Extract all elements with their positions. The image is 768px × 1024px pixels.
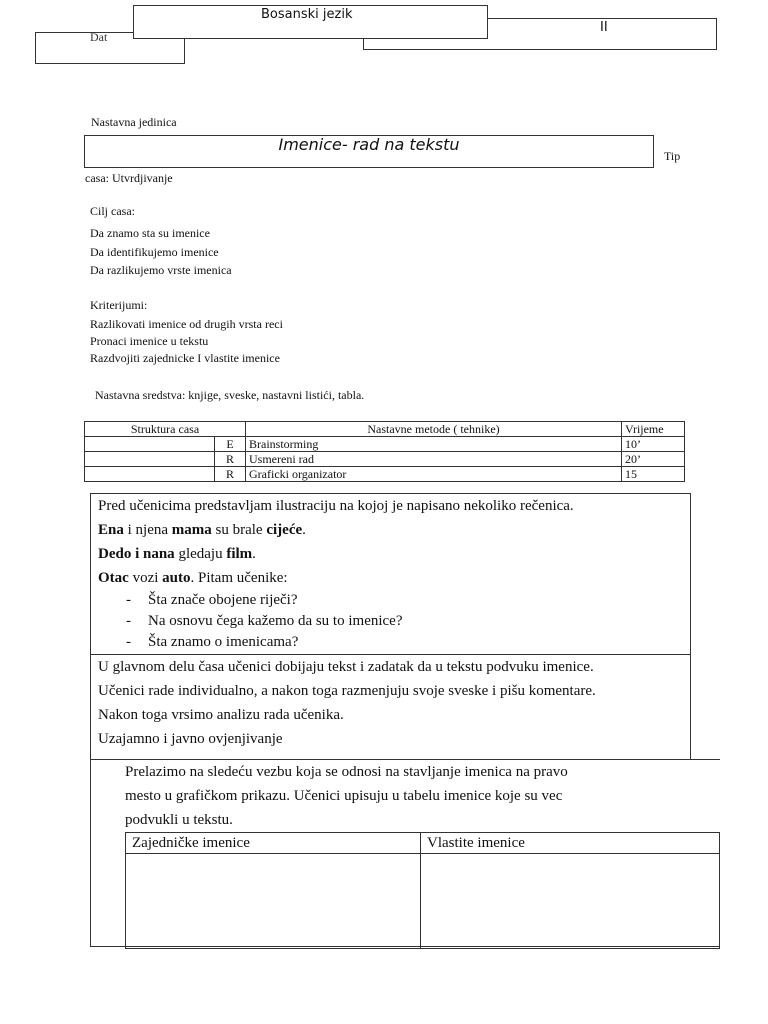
phase-cell: R <box>215 452 246 467</box>
header-structure: Struktura casa <box>85 422 246 437</box>
criteria-item: Pronaci imenice u tekstu <box>90 334 209 348</box>
time-cell: 15 <box>622 467 685 482</box>
method-cell: Brainstorming <box>246 437 622 452</box>
time-cell: 10’ <box>622 437 685 452</box>
criteria-item: Razdvojiti zajednicke I vlastite imenice <box>90 351 280 365</box>
common-nouns-cell[interactable] <box>126 854 421 949</box>
proper-nouns-header: Vlastite imenice <box>421 833 720 854</box>
subject-box <box>133 5 488 39</box>
main-line: Nakon toga vrsimo analizu rada učenika. <box>98 707 344 723</box>
method-cell: Usmereni rad <box>246 452 622 467</box>
question-list <box>98 590 690 653</box>
type-label: Tip <box>664 149 681 163</box>
type-value: casa: Utvrdjivanje <box>85 171 173 185</box>
common-nouns-header: Zajedničke imenice <box>126 833 421 854</box>
criteria-label: Kriterijumi: <box>90 298 148 312</box>
phase-cell: E <box>215 437 246 452</box>
structure-table <box>84 421 685 482</box>
goal-item: Da razlikujemo vrste imenica <box>90 263 232 277</box>
header-time: Vrijeme <box>622 422 685 437</box>
question-item: - Šta znamo o imenicama? <box>126 632 690 653</box>
sentence-1: Ena i njena mama su brale cijeće. <box>98 522 306 538</box>
lesson-title: Imenice- rad na tekstu <box>278 135 460 154</box>
table-header-row <box>85 422 685 437</box>
nouns-input-row <box>126 854 720 949</box>
goal-item: Da identifikujemo imenice <box>90 245 219 259</box>
sentence-2: Dedo i nana gledaju film. <box>98 546 256 562</box>
nouns-header-row <box>126 833 720 854</box>
goals-label: Cilj casa: <box>90 204 135 218</box>
method-cell: Graficki organizator <box>246 467 622 482</box>
exercise-line: podvukli u tekstu. <box>125 812 233 828</box>
question-item: - Šta znače obojene riječi? <box>126 590 690 611</box>
lesson-title-box <box>84 135 654 168</box>
question-item: - Na osnovu čega kažemo da su to imenice? <box>126 611 690 632</box>
exercise-line: Prelazimo na sledeću vezbu koja se odnosi na stavljanje imenica na pravo <box>125 764 568 780</box>
main-line: Uzajamno i javno ovjenjivanje <box>98 731 283 747</box>
header-methods: Nastavne metode ( tehnike) <box>246 422 622 437</box>
grade-value: II <box>600 20 608 35</box>
date-label: Dat <box>90 30 108 44</box>
nouns-table <box>125 832 720 949</box>
materials-text: Nastavna sredstva: knjige, sveske, nastavni listići, tabla. <box>95 388 365 402</box>
phase-cell: R <box>215 467 246 482</box>
main-section <box>90 654 691 760</box>
main-line: U glavnom delu časa učenici dobijaju tekst i zadatak da u tekstu podvuku imenice. <box>98 659 594 675</box>
main-line: Učenici rade individualno, a nakon toga razmenjuju svoje sveske i pišu komentare. <box>98 683 596 699</box>
table-row <box>85 452 685 467</box>
lesson-unit-label: Nastavna jedinica <box>91 115 177 129</box>
intro-section <box>90 493 691 655</box>
table-row <box>85 467 685 482</box>
sentence-3: Otac vozi auto. Pitam učenike: <box>98 570 288 586</box>
intro-text: Pred učenicima predstavljam ilustraciju na kojoj je napisano nekoliko rečenica. <box>98 498 574 514</box>
subject-value: Bosanski jezik <box>261 7 353 22</box>
criteria-item: Razlikovati imenice od drugih vrsta reci <box>90 317 283 331</box>
table-row <box>85 437 685 452</box>
goal-item: Da znamo sta su imenice <box>90 226 210 240</box>
exercise-line: mesto u grafičkom prikazu. Učenici upisuju u tabelu imenice koje su vec <box>125 788 563 804</box>
proper-nouns-cell[interactable] <box>421 854 720 949</box>
time-cell: 20’ <box>622 452 685 467</box>
